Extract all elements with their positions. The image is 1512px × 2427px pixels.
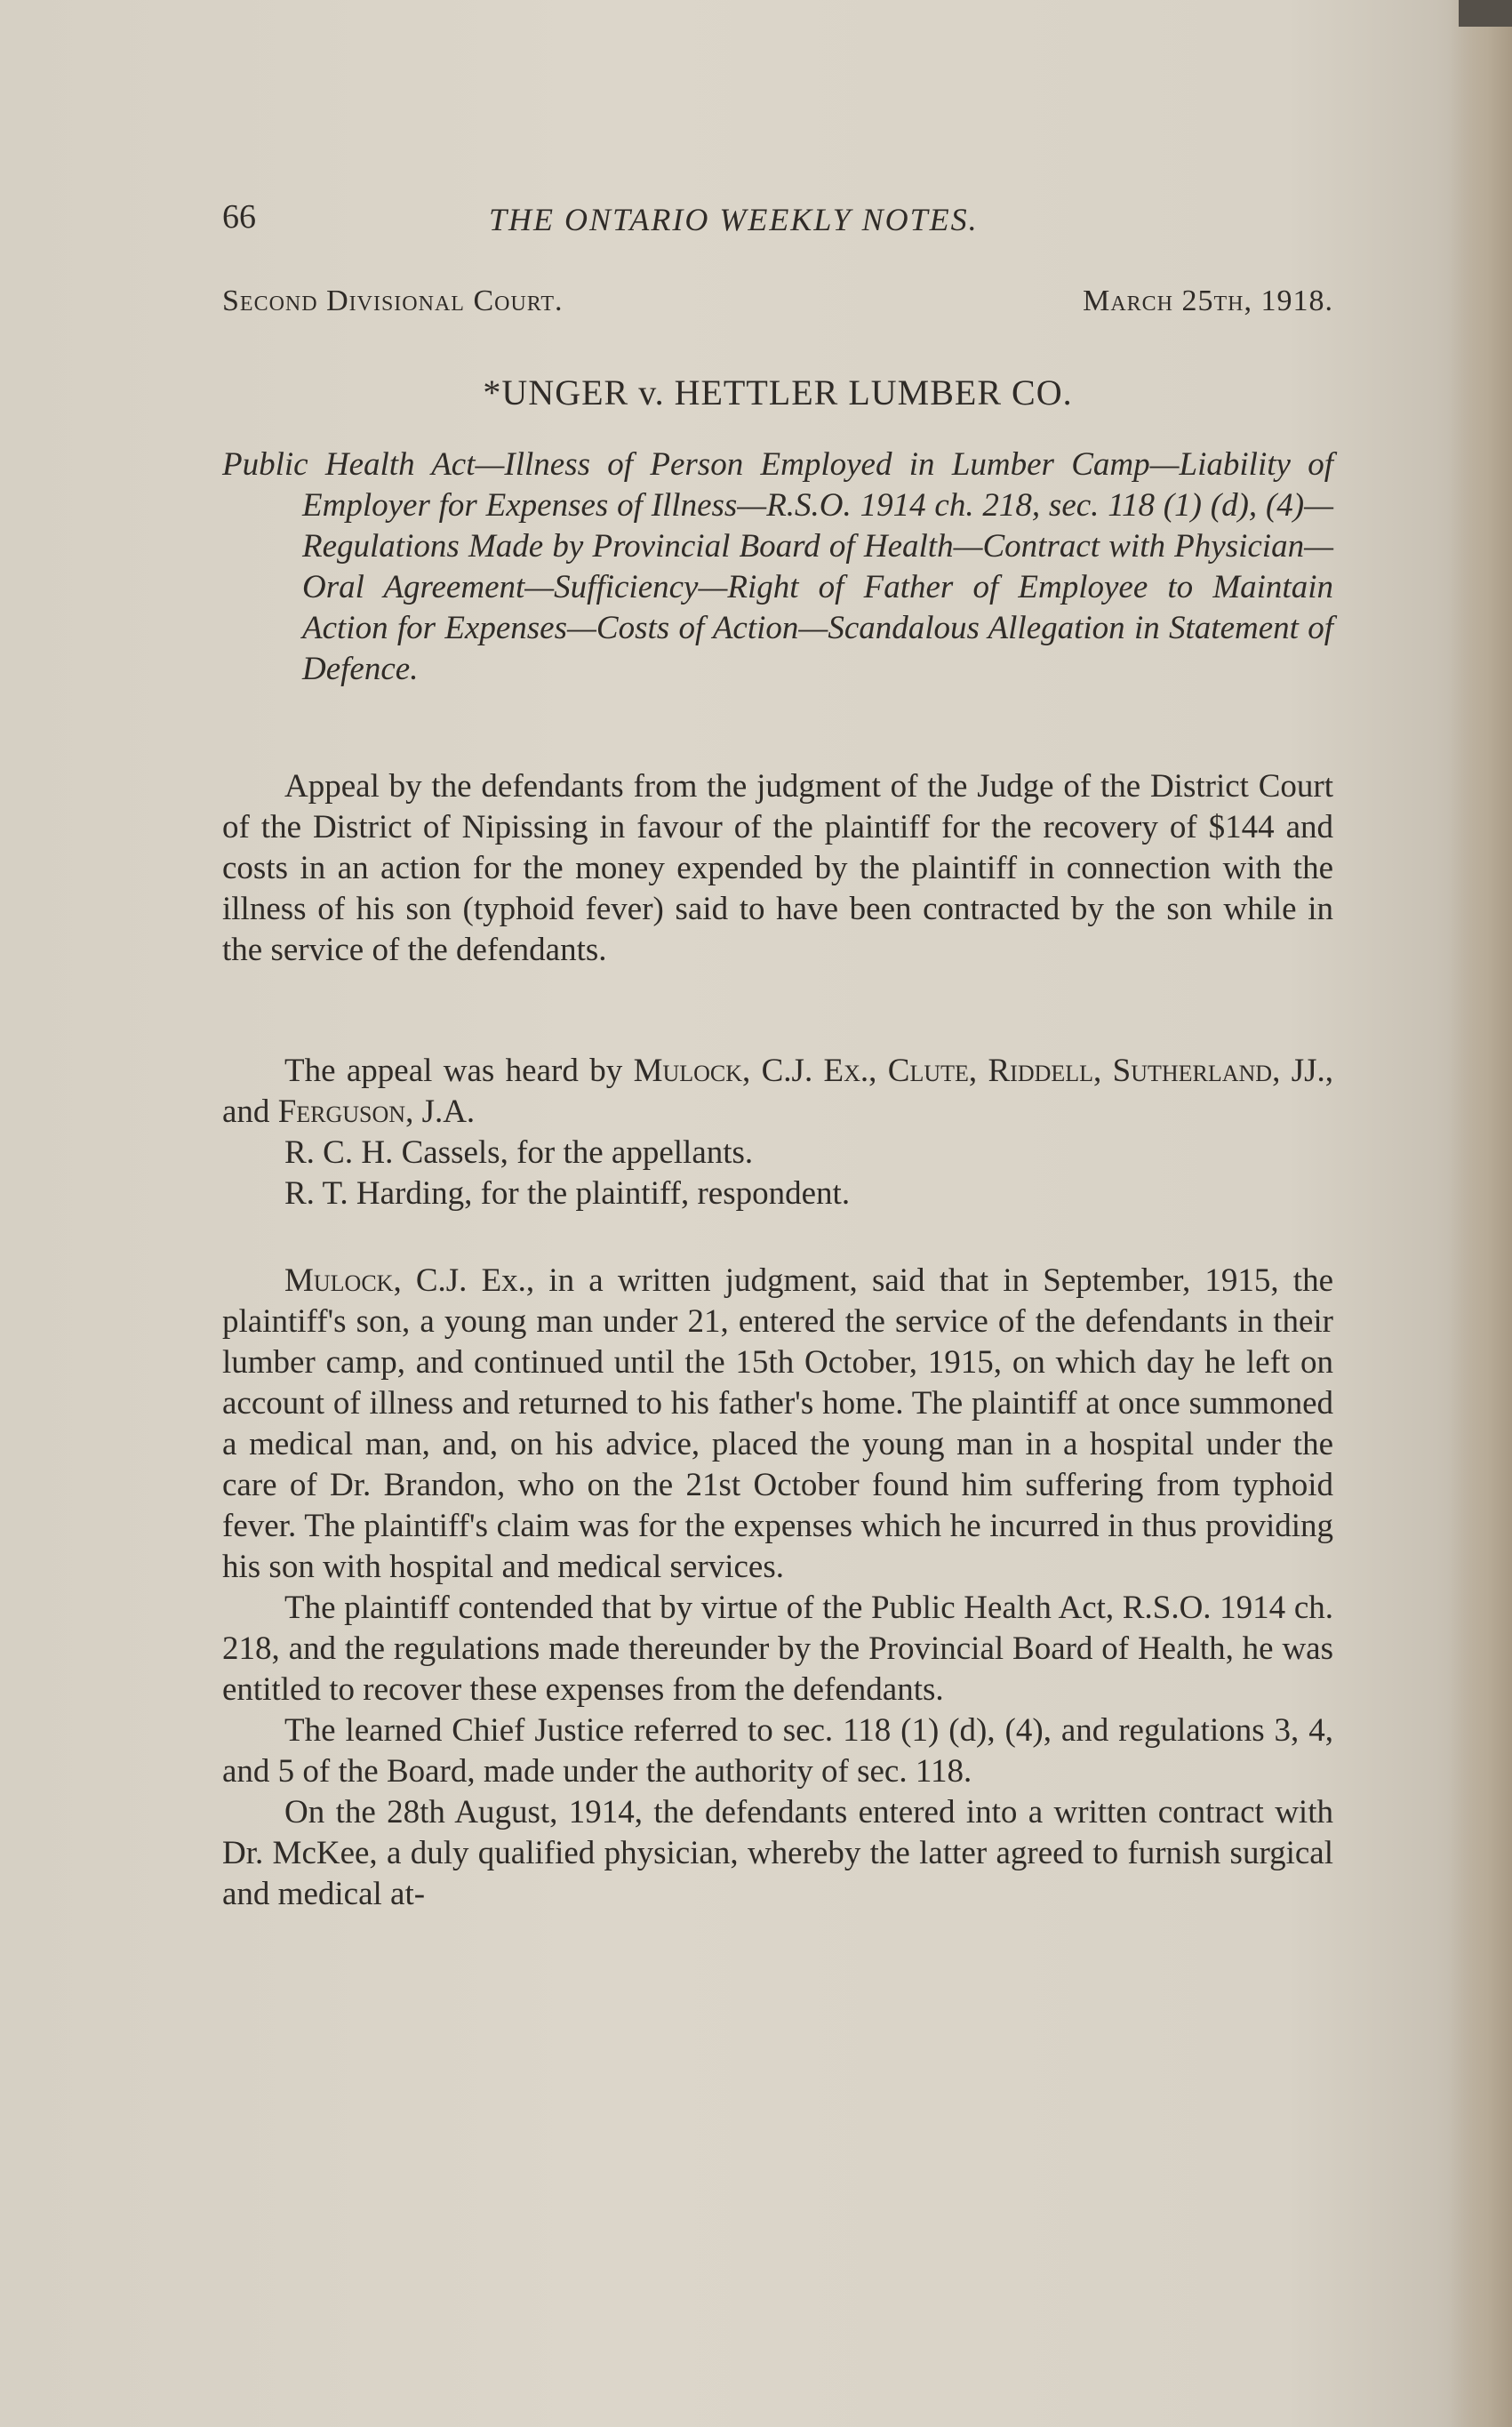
hearing-judges-3: , JJ., and (222, 1053, 1333, 1130)
judgment-paragraph-4: On the 28th August, 1914, the defendants entered into a written contract with Dr. McKee, a duly qualified physician, whereby the latter agreed to furnish surgical and medical at- (222, 1794, 1333, 1912)
hearing-block (222, 1051, 1333, 1214)
scan-corner-mark (1459, 0, 1512, 27)
hearing-judges-4: Ferguson (277, 1093, 406, 1130)
judgment-paragraph-1 (222, 1261, 1333, 1588)
case-title: *UNGER v. HETTLER LUMBER CO. (483, 372, 1073, 413)
decision-date: March 25th, 1918. (1083, 284, 1333, 317)
counsel-respondent: R. T. Harding, for the plaintiff, respondent. (284, 1175, 851, 1212)
judgment-judge: Mulock (284, 1262, 394, 1299)
hearing-paragraph (222, 1051, 1333, 1133)
counsel-appellants: R. C. H. Cassels, for the appellants. (284, 1134, 754, 1171)
running-title: THE ONTARIO WEEKLY NOTES. (489, 202, 979, 237)
judgment-paragraph-1-text: , C.J. Ex., in a written judgment, said that in September, 1915, the plaintiff's son, a young man under 21, entered the service of the defendants in their lumber camp, and continued until the 15th October, 1915, on which day he left on account of illness and returned to his father's home. The plaintiff at once summoned a medical man, and, on his advice, placed the young man in a hospital under the care of Dr. Brandon, who on the 21st October found him suffering from typhoid fever. The plaintiff's claim was for the expenses which he incurred in thus providing his son with hospital and medical services. (222, 1262, 1333, 1585)
headnote: Public Health Act—Illness of Person Employed in Lumber Camp—Liability of Employer for Expenses of Illness—R.S.O. 1914 ch. 218, sec. 118 (1) (d), (4)—Regulations Made by Provincial Board of Health—Contract with Physician—Oral Agreement—Sufficiency—Right of Father of Employee to Maintain Action for Expenses—Costs of Action—Scandalous Allegation in Statement of Defence. (222, 446, 1333, 687)
judgment-paragraph-2: The plaintiff contended that by virtue of the Public Health Act, R.S.O. 1914 ch. 218, and the regulations made thereunder by the Provincial Board of Health, he was entitled to recover these expenses from the defendants. (222, 1590, 1333, 1708)
hearing-judges-1: Mulock, C.J. Ex., Clute, Riddell, (633, 1053, 1102, 1089)
page-header (222, 197, 1333, 251)
hearing-judges-2: Sutherland (1112, 1053, 1273, 1089)
judgment-block (222, 1261, 1333, 1915)
hearing-intro: The appeal was heard by (284, 1053, 623, 1089)
page-edge-shadow (1450, 0, 1512, 2427)
judgment-paragraph-3: The learned Chief Justice referred to sec. 118 (1) (d), (4), and regulations 3, 4, and 5 of the Board, made under the authority of sec. 118. (222, 1712, 1333, 1790)
appeal-paragraph-block (222, 766, 1333, 971)
hearing-judges-5: , J.A. (405, 1093, 476, 1130)
page-number: 66 (222, 198, 256, 236)
appeal-paragraph: Appeal by the defendants from the judgment of the Judge of the District Court of the District of Nipissing in favour of the plaintiff for the recovery of $144 and costs in an action for the money expended by the plaintiff in connection with the illness of his son (typhoid fever) said to have been contracted by the son while in the service of the defendants. (222, 768, 1333, 968)
court-name: Second Divisional Court. (222, 284, 564, 317)
court-line (222, 284, 1333, 338)
